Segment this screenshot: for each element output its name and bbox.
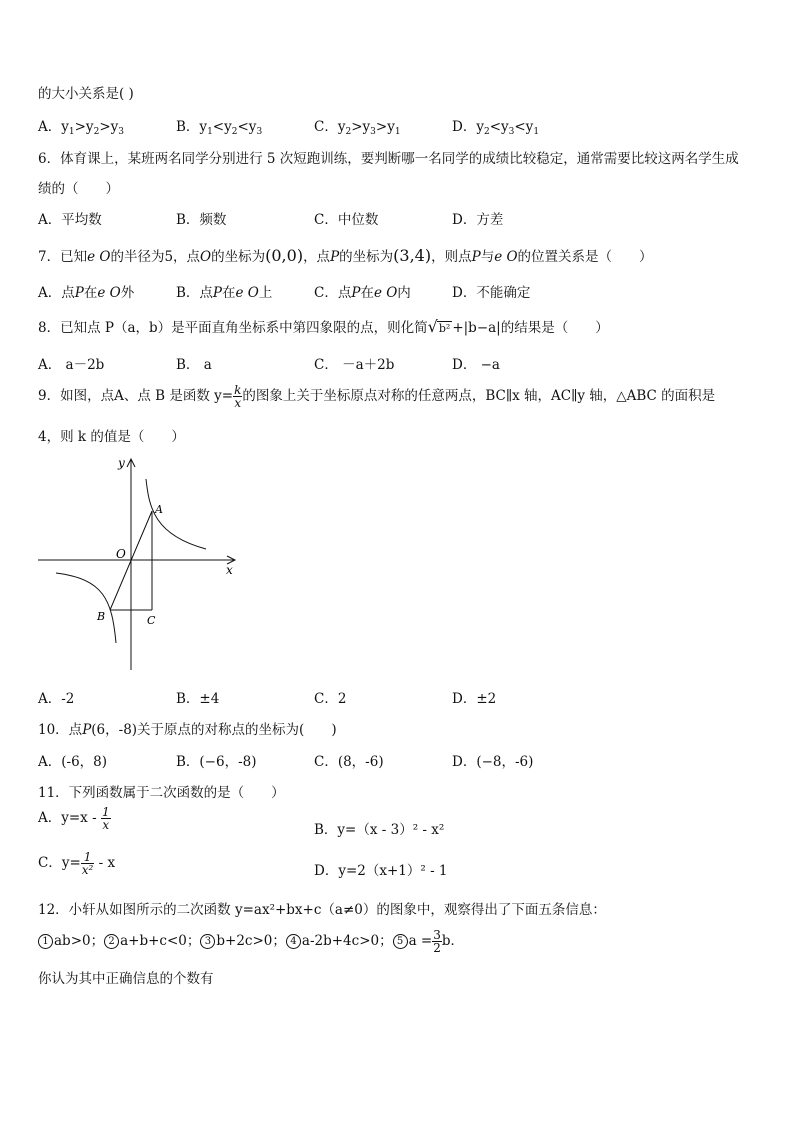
q5-option-c: C．$y_2>y_3>y_1$ xyxy=(314,119,401,137)
q6-stem-line2: 绩的（ ） xyxy=(38,181,119,197)
q8-option-d: D． −a xyxy=(452,357,500,373)
q11-option-b: B．y=（x - 3）² - x² xyxy=(314,822,445,838)
q6-option-d: D．方差 xyxy=(452,212,504,228)
q6-option-a: A．平均数 xyxy=(38,212,102,228)
q5-stem-tail: 的大小关系是( ) xyxy=(38,86,134,102)
q9-graph xyxy=(34,455,244,675)
q10-stem: 10．点P(6，-8)关于原点的对称点的坐标为( ) xyxy=(38,722,337,738)
label-x: x xyxy=(226,563,233,577)
q10-option-b: B．(−6，-8) xyxy=(176,754,257,770)
q5-option-b: B．$y_1<y_2<y_3$ xyxy=(176,119,263,137)
q5-option-a: A．$y_1>y_2>y_3$ xyxy=(38,119,124,137)
q7-stem: 7．已知e O的半径为5，点O的坐标为(0,0)，点P的坐标为(3,4)，则点P与e O的位置关系是（ ） xyxy=(38,246,653,265)
label-O: O xyxy=(116,547,126,561)
q10-option-d: D．(−8，-6) xyxy=(452,754,534,770)
q9-option-b: B．±4 xyxy=(176,691,220,707)
q8-stem: 8．已知点 P（a，b）是平面直角坐标系中第四象限的点，则化简√b² +|b−a|的结果是（ ） xyxy=(38,317,609,336)
q12-items: 1 ab>0； 2 a+b+c<0； 3 b+2c>0； 4 a-2b+4c>0； 5 a = $\frac{3}{2}$ b． xyxy=(38,929,464,954)
q9-option-c: C．2 xyxy=(314,691,347,707)
q9-option-d: D．±2 xyxy=(452,691,497,707)
q9-stem-line1: 9．如图，点A、点 B 是函数 y= $\frac{k}{x}$ 的图象上关于坐标原点对称的任意两点，BC∥x 轴，AC∥y 轴，△ABC 的面积是 xyxy=(38,383,716,410)
q8-option-b: B． a xyxy=(176,357,212,373)
q9-stem-line2: 4，则 k 的值是（ ） xyxy=(38,429,185,445)
q11-option-a: A．y=x - $\frac{1}{x}$ xyxy=(38,805,110,832)
q5-option-d: D．$y_2<y_3<y_1$ xyxy=(452,119,540,137)
q8-option-a: A． a－2b xyxy=(38,357,105,373)
q12-closing: 你认为其中正确信息的个数有 xyxy=(38,971,214,987)
q10-option-a: A．(-6，8) xyxy=(38,754,108,770)
hyperbola-branch-3 xyxy=(56,573,116,643)
label-C: C xyxy=(147,614,156,627)
q11-stem: 11．下列函数属于二次函数的是（ ） xyxy=(38,785,285,801)
q7-option-b: B．点P在e O上 xyxy=(176,285,273,301)
q9-option-a: A．-2 xyxy=(38,691,75,707)
q6-stem-line1: 6．体育课上，某班两名同学分别进行 5 次短跑训练，要判断哪一名同学的成绩比较稳定，通常需要比较这两名学生成 xyxy=(38,151,739,167)
q11-option-d: D．y=2（x+1）² - 1 xyxy=(314,863,448,879)
q7-option-d: D．不能确定 xyxy=(452,285,531,301)
q8-option-c: C． －a＋2b xyxy=(314,357,395,373)
q11-option-c: C．y= $\frac{1}{\text{x²}}$ - x xyxy=(38,850,116,877)
label-A: A xyxy=(155,503,163,516)
label-B: B xyxy=(97,610,106,623)
q7-option-c: C．点P在e O内 xyxy=(314,285,411,301)
q12-stem: 12．小轩从如图所示的二次函数 y=ax²+bx+c（a≠0）的图象中，观察得出了下面五条信息： xyxy=(38,902,606,918)
q6-option-c: C．中位数 xyxy=(314,212,379,228)
q6-option-b: B．频数 xyxy=(176,212,227,228)
label-y: y xyxy=(118,456,125,470)
q10-option-c: C．(8，-6) xyxy=(314,754,384,770)
q7-option-a: A．点P在e O外 xyxy=(38,285,135,301)
